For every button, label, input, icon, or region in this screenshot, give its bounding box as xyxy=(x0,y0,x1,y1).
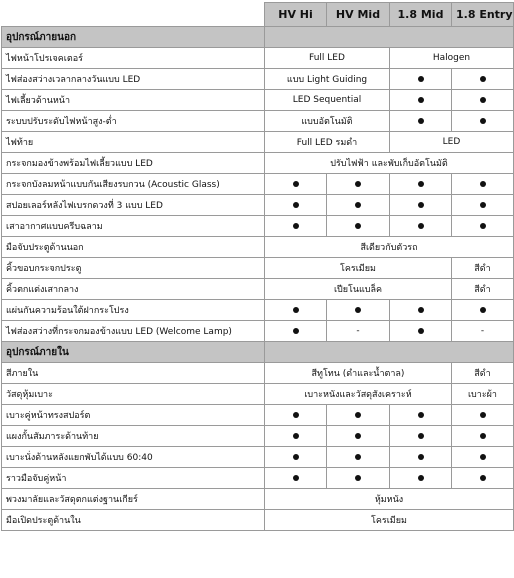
bullet-dot-icon xyxy=(355,181,361,187)
feature-value: ปรับไฟฟ้า และพับเก็บอัตโนมัติ xyxy=(265,153,514,174)
feature-available-cell xyxy=(327,300,390,321)
feature-available-cell xyxy=(265,426,327,447)
feature-available-cell xyxy=(452,90,514,111)
table-row xyxy=(2,258,514,279)
bullet-dot-icon xyxy=(418,433,424,439)
table-row xyxy=(2,363,514,384)
table-row xyxy=(2,153,514,174)
feature-value: เบาะผ้า xyxy=(452,384,514,405)
feature-name: คิ้วตกแต่งเสากลาง xyxy=(2,279,265,300)
bullet-dot-icon xyxy=(355,223,361,229)
bullet-dot-icon xyxy=(355,454,361,460)
bullet-dot-icon xyxy=(418,475,424,481)
bullet-dot-icon xyxy=(480,181,486,187)
feature-available-cell xyxy=(327,174,390,195)
feature-available-cell xyxy=(452,174,514,195)
feature-available-cell xyxy=(452,426,514,447)
feature-available-cell xyxy=(327,468,390,489)
bullet-dot-icon xyxy=(418,223,424,229)
feature-available-cell xyxy=(390,468,452,489)
table-row xyxy=(2,510,514,531)
spec-table xyxy=(1,2,514,531)
bullet-dot-icon xyxy=(355,475,361,481)
bullet-dot-icon xyxy=(480,307,486,313)
feature-available-cell xyxy=(265,216,327,237)
feature-value: Full LED xyxy=(265,48,390,69)
feature-available-cell xyxy=(390,426,452,447)
feature-available-cell xyxy=(265,405,327,426)
feature-value: LED Sequential xyxy=(265,90,390,111)
feature-value: สีทูโทน (ดำและน้ำตาล) xyxy=(265,363,452,384)
bullet-dot-icon xyxy=(418,307,424,313)
feature-name: ราวมือจับคู่หน้า xyxy=(2,468,265,489)
table-row xyxy=(2,48,514,69)
table-row xyxy=(2,279,514,300)
section-title: อุปกรณ์ภายนอก xyxy=(2,27,265,48)
feature-value: - xyxy=(327,321,390,342)
feature-available-cell xyxy=(327,216,390,237)
section-title: อุปกรณ์ภายใน xyxy=(2,342,265,363)
table-row xyxy=(2,237,514,258)
table-row xyxy=(2,111,514,132)
feature-available-cell xyxy=(452,111,514,132)
feature-name: ไฟท้าย xyxy=(2,132,265,153)
table-row xyxy=(2,384,514,405)
feature-name: ไฟหน้าโปรเจคเตอร์ xyxy=(2,48,265,69)
spec-table-container xyxy=(1,2,513,531)
table-row xyxy=(2,468,514,489)
bullet-dot-icon xyxy=(418,181,424,187)
table-row xyxy=(2,90,514,111)
feature-available-cell xyxy=(390,174,452,195)
table-row xyxy=(2,132,514,153)
section-header-fill xyxy=(265,342,514,363)
feature-available-cell xyxy=(390,90,452,111)
feature-name: สีภายใน xyxy=(2,363,265,384)
feature-name: คิ้วขอบกระจกประตู xyxy=(2,258,265,279)
bullet-dot-icon xyxy=(293,181,299,187)
table-row xyxy=(2,321,514,342)
feature-available-cell xyxy=(327,195,390,216)
feature-available-cell xyxy=(327,426,390,447)
section-header-row xyxy=(2,27,514,48)
bullet-dot-icon xyxy=(480,433,486,439)
bullet-dot-icon xyxy=(293,202,299,208)
feature-name: ไฟส่องสว่างเวลากลางวันแบบ LED xyxy=(2,69,265,90)
feature-available-cell xyxy=(452,216,514,237)
feature-name: เบาะนั่งด้านหลังแยกพับได้แบบ 60:40 xyxy=(2,447,265,468)
feature-available-cell xyxy=(265,447,327,468)
feature-available-cell xyxy=(327,447,390,468)
col-header-hv-mid: HV Mid xyxy=(327,3,390,27)
bullet-dot-icon xyxy=(480,475,486,481)
table-row xyxy=(2,195,514,216)
feature-name: ไฟเลี้ยวด้านหน้า xyxy=(2,90,265,111)
feature-available-cell xyxy=(390,69,452,90)
feature-value: หุ้มหนัง xyxy=(265,489,514,510)
spec-table-body xyxy=(2,27,514,531)
bullet-dot-icon xyxy=(293,475,299,481)
feature-value: สีเดียวกับตัวรถ xyxy=(265,237,514,258)
feature-value: โครเมียม xyxy=(265,510,514,531)
feature-available-cell xyxy=(327,405,390,426)
col-header-hv-hi: HV Hi xyxy=(265,3,327,27)
col-header-18-entry: 1.8 Entry xyxy=(452,3,514,27)
feature-available-cell xyxy=(452,405,514,426)
bullet-dot-icon xyxy=(293,307,299,313)
bullet-dot-icon xyxy=(355,433,361,439)
bullet-dot-icon xyxy=(355,307,361,313)
feature-available-cell xyxy=(390,111,452,132)
feature-name: สปอยเลอร์หลังไฟเบรกดวงที่ 3 แบบ LED xyxy=(2,195,265,216)
table-row xyxy=(2,300,514,321)
feature-available-cell xyxy=(390,321,452,342)
feature-name: มือจับประตูด้านนอก xyxy=(2,237,265,258)
bullet-dot-icon xyxy=(293,223,299,229)
feature-available-cell xyxy=(265,174,327,195)
section-header-row xyxy=(2,342,514,363)
feature-value: สีดำ xyxy=(452,363,514,384)
feature-name: แผงกั้นสัมภาระด้านท้าย xyxy=(2,426,265,447)
feature-name: กระจกบังลมหน้าแบบกันเสียงรบกวน (Acoustic Glass) xyxy=(2,174,265,195)
feature-value: โครเมียม xyxy=(265,258,452,279)
bullet-dot-icon xyxy=(418,76,424,82)
bullet-dot-icon xyxy=(293,433,299,439)
feature-name: เบาะคู่หน้าทรงสปอร์ต xyxy=(2,405,265,426)
feature-name: มือเปิดประตูด้านใน xyxy=(2,510,265,531)
feature-value: แบบอัตโนมัติ xyxy=(265,111,390,132)
feature-available-cell xyxy=(452,468,514,489)
bullet-dot-icon xyxy=(355,412,361,418)
table-row xyxy=(2,174,514,195)
bullet-dot-icon xyxy=(480,76,486,82)
feature-value: - xyxy=(452,321,514,342)
bullet-dot-icon xyxy=(418,97,424,103)
section-header-fill xyxy=(265,27,514,48)
feature-available-cell xyxy=(390,447,452,468)
feature-available-cell xyxy=(265,321,327,342)
col-header-18-mid: 1.8 Mid xyxy=(390,3,452,27)
feature-available-cell xyxy=(452,195,514,216)
feature-available-cell xyxy=(452,69,514,90)
bullet-dot-icon xyxy=(355,202,361,208)
feature-value: เบาะหนังและวัสดุสังเคราะห์ xyxy=(265,384,452,405)
bullet-dot-icon xyxy=(418,412,424,418)
feature-name: ไฟส่องสว่างที่กระจกมองข้างแบบ LED (Welcome Lamp) xyxy=(2,321,265,342)
bullet-dot-icon xyxy=(480,118,486,124)
bullet-dot-icon xyxy=(480,97,486,103)
bullet-dot-icon xyxy=(418,454,424,460)
feature-available-cell xyxy=(390,300,452,321)
header-corner xyxy=(2,3,265,27)
bullet-dot-icon xyxy=(480,202,486,208)
feature-name: กระจกมองข้างพร้อมไฟเลี้ยวแบบ LED xyxy=(2,153,265,174)
table-row xyxy=(2,216,514,237)
feature-value: Full LED รมดำ xyxy=(265,132,390,153)
feature-name: แผ่นกันความร้อนใต้ฝากระโปรง xyxy=(2,300,265,321)
table-row xyxy=(2,489,514,510)
feature-available-cell xyxy=(265,195,327,216)
feature-available-cell xyxy=(265,300,327,321)
feature-value: แบบ Light Guiding xyxy=(265,69,390,90)
table-row xyxy=(2,426,514,447)
bullet-dot-icon xyxy=(293,412,299,418)
feature-value: เปียโนแบล็ค xyxy=(265,279,452,300)
bullet-dot-icon xyxy=(480,412,486,418)
bullet-dot-icon xyxy=(293,328,299,334)
feature-available-cell xyxy=(452,447,514,468)
feature-name: เสาอากาศแบบครีบฉลาม xyxy=(2,216,265,237)
table-row xyxy=(2,69,514,90)
feature-available-cell xyxy=(265,468,327,489)
feature-value: LED xyxy=(390,132,514,153)
feature-available-cell xyxy=(390,216,452,237)
feature-value: สีดำ xyxy=(452,279,514,300)
bullet-dot-icon xyxy=(418,202,424,208)
feature-name: วัสดุหุ้มเบาะ xyxy=(2,384,265,405)
bullet-dot-icon xyxy=(293,454,299,460)
bullet-dot-icon xyxy=(418,328,424,334)
table-row xyxy=(2,447,514,468)
feature-value: สีดำ xyxy=(452,258,514,279)
feature-value: Halogen xyxy=(390,48,514,69)
feature-name: พวงมาลัยและวัสดุตกแต่งฐานเกียร์ xyxy=(2,489,265,510)
feature-available-cell xyxy=(390,195,452,216)
table-row xyxy=(2,405,514,426)
feature-available-cell xyxy=(390,405,452,426)
feature-available-cell xyxy=(452,300,514,321)
bullet-dot-icon xyxy=(480,223,486,229)
header-row xyxy=(2,3,514,27)
feature-name: ระบบปรับระดับไฟหน้าสูง-ต่ำ xyxy=(2,111,265,132)
bullet-dot-icon xyxy=(480,454,486,460)
bullet-dot-icon xyxy=(418,118,424,124)
